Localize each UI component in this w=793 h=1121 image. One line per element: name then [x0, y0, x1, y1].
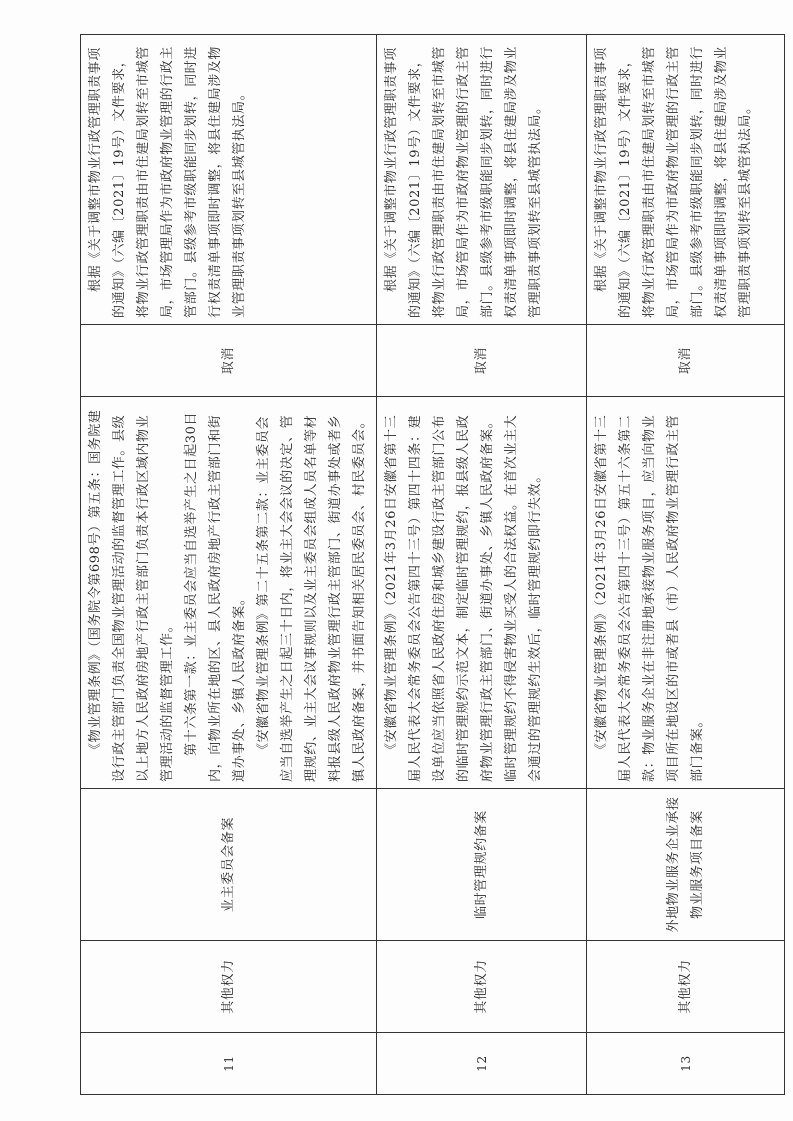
power-category: 其他权力 [81, 941, 377, 1033]
legal-basis [81, 397, 377, 789]
basis-paragraph: 《安徽省物业管理条例》第二十五条第二款：业主委员会应当自选举产生之日起三十日内，将业主大会会议的决定、管理规约、业主大会议事规则以及业主委员会组成人员名单等材料报县级人民政府物业管理行政主管部门、街道办事处或者乡镇人民政府备案，并书面告知相关居民委员会、村民委员会。 [256, 414, 367, 782]
basis-paragraph: 第十六条第一款：业主委员会应当自选举产生之日起30日内，向物业所在地的区、县人民政府房地产行政主管部门和街道办事处、乡镇人民政府备案。 [184, 411, 247, 782]
adjustment-action: 取消 [81, 325, 377, 397]
power-category: 其他权力 [377, 941, 587, 1033]
item-name: 业主委员会备案 [81, 789, 377, 941]
basis-paragraph: 《安徽省物业管理条例》（2021年3月26日安徽省第十三届人民代表大会常务委员会公告第四十三号）第四十四条：建设单位应当依照省人民政府住房和城乡建设行政主管部门公布的临时管理规约示范文本，制定临时管理规约，报县级人民政府物业管理行政主管部门、街道办事处、乡镇人民政府备案。临时管理规约不得侵害物业买受人的合法权益。在首次业主大会通过的管理规约生效后，临时管理规约即行失效。 [384, 414, 543, 782]
reason-paragraph: 根据《关于调整市物业行政管理职责事项的通知》（六编〔2021〕19号）文件要求，将物业行政管理职责由市住建局划转至市城管局，市场管局作为市政府物业管理的行政主管部门。县级参考市级职能同步划转，同时进行权责清单事项即时调整，将县住建局涉及物业管理职责事项划转至县城管执法局。 [384, 45, 543, 318]
rotated-table-wrapper [80, 35, 753, 1095]
row-number: 11 [81, 1033, 377, 1095]
table-row [587, 35, 785, 1095]
item-name: 外地物业服务企业承接物业服务项目备案 [587, 789, 785, 941]
adjustment-action: 取消 [377, 325, 587, 397]
item-name: 临时管理规约备案 [377, 789, 587, 941]
power-category: 其他权力 [587, 941, 785, 1033]
power-list-table [80, 34, 785, 1095]
row-number: 13 [587, 1033, 785, 1095]
basis-paragraph: 《安徽省物业管理条例》（2021年3月26日安徽省第十三届人民代表大会常务委员会公告第四十三号）第五十六条第二款：物业服务企业在非注册地承接物业服务项目，应当向物业项目所在地设区的市或者县（市）人民政府物业管理行政主管部门备案。 [594, 414, 705, 782]
reason-paragraph: 根据《关于调整市物业行政管理职责事项的通知》（六编〔2021〕19号）文件要求，将物业行政管理职责由市住建局划转至市城管局，市场管局作为市政府物业管理的行政主管部门。县级参考市级职能同步划转，同时进行权责清单事项即时调整，将县住建局涉及物业管理职责事项划转至县城管执法局。 [594, 45, 753, 318]
legal-basis [377, 397, 587, 789]
table-row [81, 35, 377, 1095]
basis-paragraph: 《物业管理条例》（国务院令第698号）第五条：国务院建设行政主管部门负责全国物业管理活动的监督管理工作。县级以上地方人民政府房地产行政主管部门负责本行政区域内物业管理活动的监督管理工作。 [88, 409, 175, 782]
adjustment-reason [81, 35, 377, 325]
adjustment-reason [587, 35, 785, 325]
row-number: 12 [377, 1033, 587, 1095]
adjustment-action: 取消 [587, 325, 785, 397]
table-row [377, 35, 587, 1095]
reason-paragraph: 根据《关于调整市物业行政管理职责事项的通知》（六编〔2021〕19号）文件要求，将物业行政管理职责由市住建局划转至市城管局，市场管理局作为市政府物业管理的行政主管部门。县级参考市级职能同步划转，同时进行权责清单事项即时调整，将县住建局涉及物业管理职责事项划转至县城管执法局。 [88, 45, 247, 318]
legal-basis [587, 397, 785, 789]
adjustment-reason [377, 35, 587, 325]
